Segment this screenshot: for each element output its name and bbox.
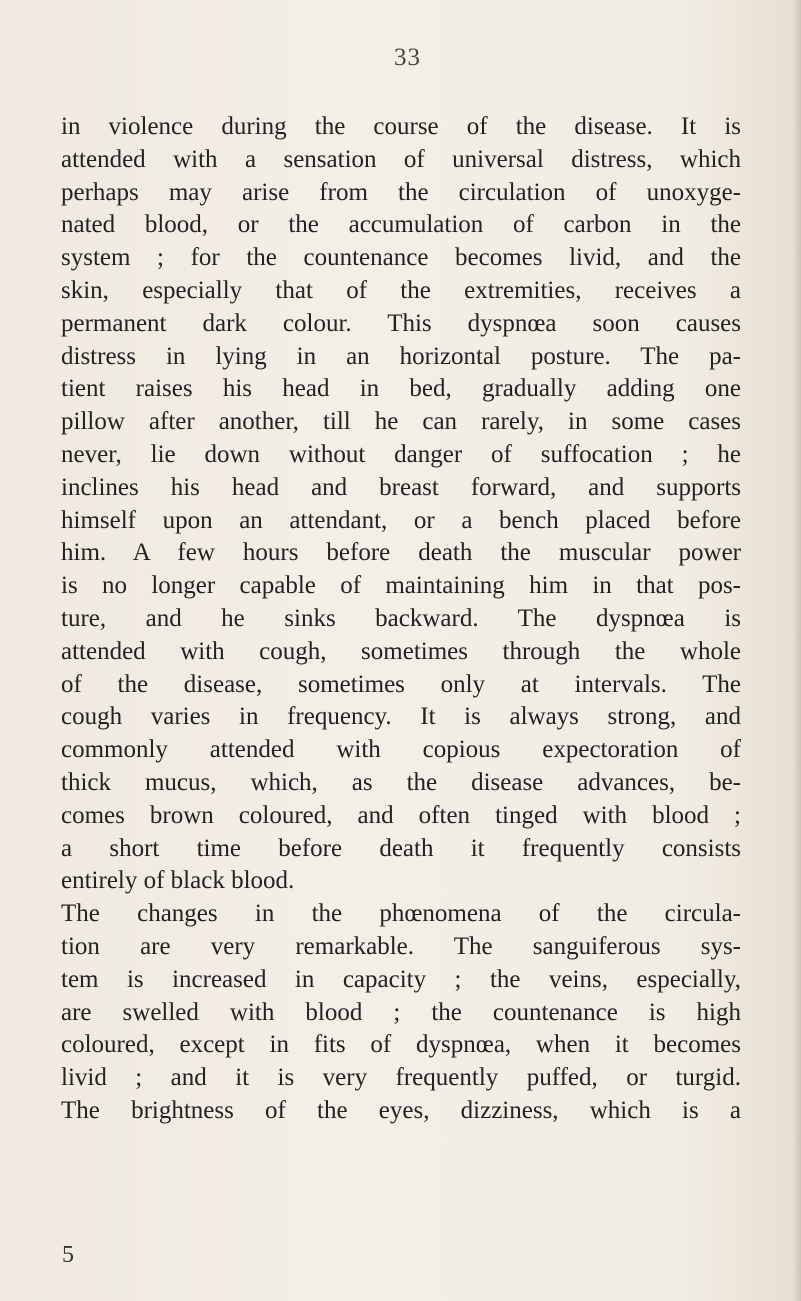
text-line: ture, and he sinks backward. The dyspnœa is	[61, 604, 741, 632]
text-line: tem is increased in capacity ; the veins, especially,	[61, 965, 741, 993]
text-line: inclines his head and breast forward, and supports	[61, 473, 741, 501]
text-line: coloured, except in fits of dyspnœa, when it becomes	[61, 1031, 741, 1059]
text-line: livid ; and it is very frequently puffed, or turgid.	[61, 1064, 741, 1092]
text-line: The brightness of the eyes, dizziness, which is a	[61, 1096, 741, 1124]
text-line: in violence during the course of the disease. It is	[61, 113, 741, 140]
text-line: nated blood, or the accumulation of carbon in the	[61, 211, 741, 239]
text-line: him. A few hours before death the muscular power	[61, 539, 741, 567]
text-line: pillow after another, till he can rarely, in some cases	[61, 408, 741, 436]
text-line: comes brown coloured, and often tinged with blood ;	[61, 801, 741, 829]
text-line: of the disease, sometimes only at intervals. The	[61, 670, 741, 698]
text-line-paragraph-end: entirely of black blood.	[61, 867, 295, 895]
text-line: attended with cough, sometimes through the whole	[61, 637, 741, 665]
text-line: himself upon an attendant, or a bench placed before	[61, 506, 741, 534]
text-line: is no longer capable of maintaining him in that pos-	[61, 572, 741, 600]
text-line: attended with a sensation of universal distress, which	[61, 145, 741, 173]
body-text	[61, 111, 741, 1128]
text-line: permanent dark colour. This dyspnœa soon causes	[61, 309, 741, 337]
text-line: a short time before death it frequently consists	[61, 834, 741, 862]
page-edge-shadow	[793, 0, 801, 1301]
text-line-paragraph-start: The changes in the phœnomena of the circula-	[61, 900, 741, 928]
text-line: system ; for the countenance becomes livid, and the	[61, 244, 741, 272]
text-line: never, lie down without danger of suffocation ; he	[61, 440, 741, 468]
text-line: tion are very remarkable. The sanguiferous sys-	[61, 932, 741, 960]
text-line: tient raises his head in bed, gradually adding one	[61, 375, 741, 403]
text-line: perhaps may arise from the circulation of unoxyge-	[61, 178, 741, 206]
text-line: skin, especially that of the extremities, receives a	[61, 276, 741, 304]
text-line: cough varies in frequency. It is always strong, and	[61, 703, 741, 731]
text-line: commonly attended with copious expectoration of	[61, 736, 741, 764]
signature-mark: 5	[62, 1242, 74, 1268]
text-line: thick mucus, which, as the disease advances, be-	[61, 768, 741, 796]
text-line: distress in lying in an horizontal posture. The pa-	[61, 342, 741, 370]
page-number: 33	[394, 44, 421, 71]
text-line: are swelled with blood ; the countenance is high	[61, 998, 741, 1026]
